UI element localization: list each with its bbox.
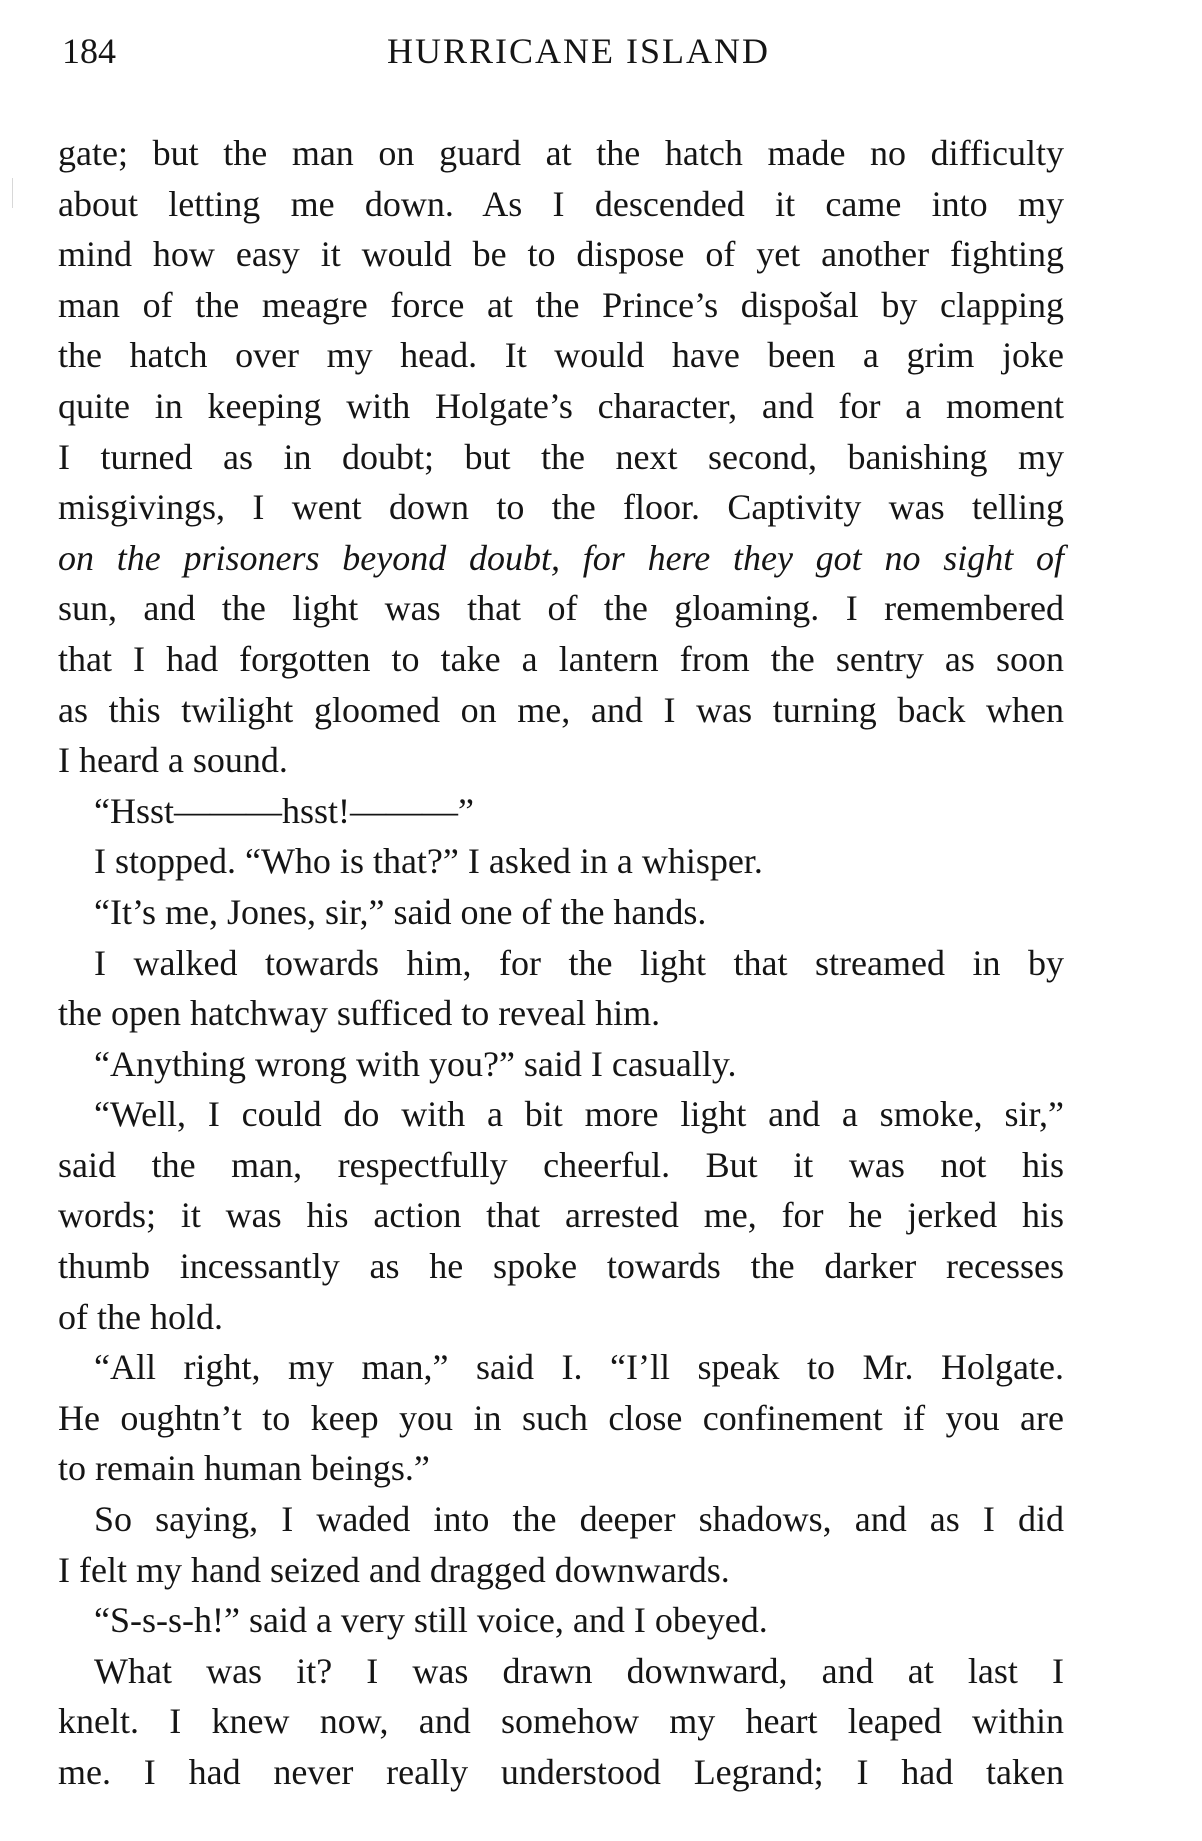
text-line: on the prisoners beyond doubt, for here they got no sight of xyxy=(58,537,1064,578)
text-line: misgivings, I went down to the floor. Captivity was telling xyxy=(58,487,1064,528)
text-line: mind how easy it would be to dispose of yet another fighting xyxy=(58,234,1064,275)
text-line: gate; but the man on guard at the hatch made no difficulty xyxy=(58,133,1064,173)
text-line: “Hsst———hsst!———” xyxy=(94,790,474,831)
text-line: I stopped. “Who is that?” I asked in a whisper. xyxy=(94,841,763,882)
text-line: So saying, I waded into the deeper shadows, and as I did xyxy=(94,1499,1064,1540)
page-number: 184 xyxy=(62,31,116,71)
text-line: “S-s-s-h!” said a very still voice, and I obeyed. xyxy=(94,1600,768,1641)
text-line: said the man, respectfully cheerful. But it was not his xyxy=(58,1144,1064,1185)
text-line: the open hatchway sufficed to reveal him. xyxy=(58,993,661,1034)
text-line: I turned as in doubt; but the next second, banishing my xyxy=(58,436,1064,477)
text-line: the hatch over my head. It would have been a grim joke xyxy=(58,335,1064,376)
text-line: of the hold. xyxy=(58,1296,223,1337)
text-line: quite in keeping with Holgate’s character, and for a moment xyxy=(58,385,1064,426)
text-line: “Well, I could do with a bit more light and a smoke, sir,” xyxy=(94,1094,1064,1135)
body-text xyxy=(58,128,1064,1798)
text-line: that I had forgotten to take a lantern from the sentry as soon xyxy=(58,638,1064,679)
text-line: knelt. I knew now, and somehow my heart leaped within xyxy=(58,1701,1064,1742)
running-title: HURRICANE ISLAND xyxy=(387,31,770,71)
text-line: man of the meagre force at the Prince’s dispošal by clapping xyxy=(58,284,1064,325)
page-edge-mark xyxy=(12,178,13,208)
text-line: about letting me down. As I descended it came into my xyxy=(58,183,1064,224)
text-line: words; it was his action that arrested me, for he jerked his xyxy=(58,1195,1064,1236)
text-line: I heard a sound. xyxy=(58,740,288,781)
text-line: He oughtn’t to keep you in such close confinement if you are xyxy=(58,1397,1064,1438)
text-line: What was it? I was drawn downward, and at last I xyxy=(94,1650,1064,1691)
text-line: I walked towards him, for the light that streamed in by xyxy=(94,942,1064,983)
text-line: “Anything wrong with you?” said I casually. xyxy=(94,1043,737,1084)
text-line: me. I had never really understood Legrand; I had taken xyxy=(58,1752,1064,1792)
text-line: “It’s me, Jones, sir,” said one of the hands. xyxy=(94,891,707,932)
text-line: to remain human beings.” xyxy=(58,1448,430,1489)
running-head xyxy=(62,28,1067,74)
text-line: sun, and the light was that of the gloaming. I remembered xyxy=(58,588,1064,629)
text-line: thumb incessantly as he spoke towards the darker recesses xyxy=(58,1246,1064,1287)
text-line: I felt my hand seized and dragged downwards. xyxy=(58,1549,730,1590)
text-line: “All right, my man,” said I. “I’ll speak to Mr. Holgate. xyxy=(94,1347,1064,1388)
text-line: as this twilight gloomed on me, and I was turning back when xyxy=(58,689,1064,730)
